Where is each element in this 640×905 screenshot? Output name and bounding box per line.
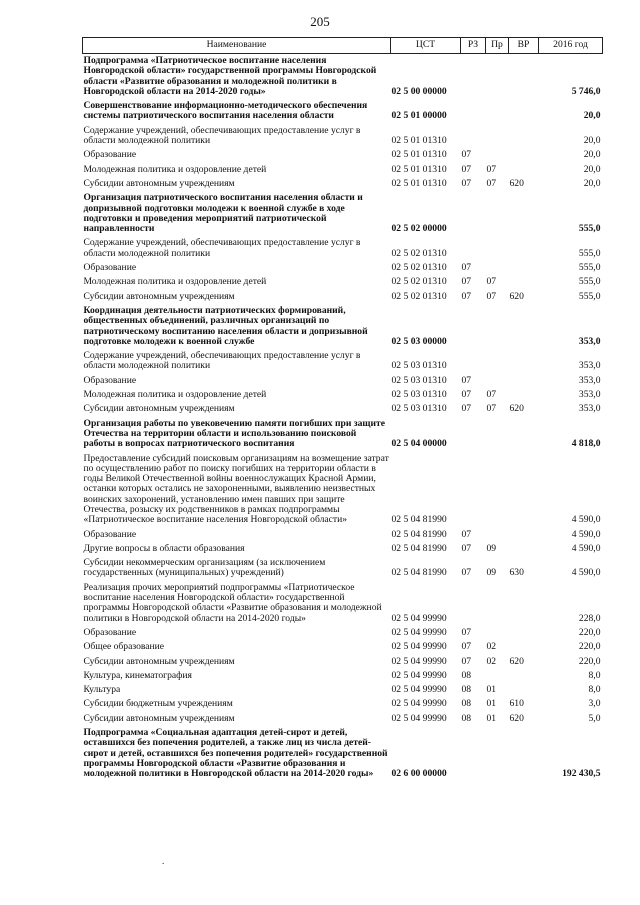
row-cst: 02 6 00 00000 xyxy=(391,768,447,780)
table-row xyxy=(83,556,603,581)
row-vr xyxy=(509,124,539,149)
row-rz xyxy=(461,191,486,236)
header-year: 2016 год xyxy=(539,38,603,54)
table-row xyxy=(83,542,603,556)
row-amount: 353,0 xyxy=(578,389,601,401)
row-name: Субсидии автономным учреждениям xyxy=(83,712,235,724)
row-pr: 02 xyxy=(486,655,497,667)
row-vr: 630 xyxy=(509,567,524,579)
row-name: Содержание учреждений, обеспечивающих предоставление услуг в области молодежной политики xyxy=(83,124,361,147)
row-rz xyxy=(461,236,486,261)
row-rz: 07 xyxy=(461,626,472,638)
row-name: Субсидии автономным учреждениям xyxy=(83,177,235,189)
row-pr xyxy=(486,124,509,149)
row-pr: 09 xyxy=(486,542,497,554)
row-amount: 555,0 xyxy=(578,290,601,302)
row-pr xyxy=(486,452,509,528)
row-pr xyxy=(486,191,509,236)
row-pr: 07 xyxy=(486,276,497,288)
row-cst: 02 5 04 81990 xyxy=(391,542,447,554)
row-cst: 02 5 03 01310 xyxy=(391,403,447,415)
budget-table xyxy=(82,37,603,782)
row-amount: 8,0 xyxy=(588,684,601,696)
row-cst: 02 5 04 99990 xyxy=(391,712,447,724)
row-name: Субсидии автономным учреждениям xyxy=(83,403,235,415)
row-name: Общее образование xyxy=(83,641,165,653)
row-pr: 07 xyxy=(486,163,497,175)
row-vr xyxy=(509,99,539,124)
row-name: Образование xyxy=(83,374,137,386)
row-name: Субсидии автономным учреждениям xyxy=(83,655,235,667)
row-cst: 02 5 04 99990 xyxy=(391,698,447,710)
row-cst: 02 5 01 01310 xyxy=(391,163,447,175)
row-rz: 07 xyxy=(461,528,472,540)
row-name: Подпрограмма «Социальная адаптация детей-сирот и детей, оставшихся без попечения родителей, а также лиц из числа детей-сирот и детей, оставшихся без попечения родителей» государственной программы Новгородской области «Развитие образования и молодежной политики в Новгородской области на 2014-2020 годы» xyxy=(83,727,388,780)
row-rz: 07 xyxy=(461,262,472,274)
row-cst: 02 5 04 81990 xyxy=(391,528,447,540)
row-rz: 07 xyxy=(461,290,472,302)
row-pr xyxy=(486,626,509,640)
row-name: Другие вопросы в области образования xyxy=(83,542,245,554)
row-rz: 07 xyxy=(461,177,472,189)
row-vr xyxy=(509,374,539,388)
row-amount: 192 430,5 xyxy=(562,768,601,780)
row-pr: 01 xyxy=(486,684,497,696)
table-row xyxy=(83,683,603,697)
row-rz: 08 xyxy=(461,669,472,681)
row-cst: 02 5 03 01310 xyxy=(391,374,447,386)
table-row xyxy=(83,712,603,726)
table-row xyxy=(83,726,603,781)
table-row xyxy=(83,417,603,452)
row-amount: 555,0 xyxy=(578,223,601,235)
table-row xyxy=(83,304,603,349)
row-name: Образование xyxy=(83,626,137,638)
row-cst: 02 5 03 01310 xyxy=(391,389,447,401)
row-pr xyxy=(486,349,509,374)
row-rz: 08 xyxy=(461,684,472,696)
header-rz: РЗ xyxy=(461,38,486,54)
row-vr xyxy=(509,349,539,374)
row-amount: 353,0 xyxy=(578,374,601,386)
row-rz xyxy=(461,54,486,100)
row-vr: 620 xyxy=(509,177,524,189)
row-cst: 02 5 00 00000 xyxy=(391,85,447,97)
row-vr xyxy=(509,417,539,452)
row-pr: 01 xyxy=(486,698,497,710)
header-cst: ЦСТ xyxy=(391,38,461,54)
row-vr xyxy=(509,626,539,640)
row-pr xyxy=(486,304,509,349)
table-row xyxy=(83,54,603,100)
row-vr xyxy=(509,581,539,626)
row-rz xyxy=(461,99,486,124)
row-rz xyxy=(461,581,486,626)
row-rz: 07 xyxy=(461,403,472,415)
row-name: Содержание учреждений, обеспечивающих предоставление услуг в области молодежной политики xyxy=(83,350,361,372)
row-vr xyxy=(509,726,539,781)
row-rz: 07 xyxy=(461,276,472,288)
row-rz: 07 xyxy=(461,374,472,386)
table-row xyxy=(83,697,603,711)
row-vr xyxy=(509,163,539,177)
row-cst: 02 5 04 00000 xyxy=(391,438,447,450)
row-cst: 02 5 04 99990 xyxy=(391,655,447,667)
row-name: Образование xyxy=(83,528,137,540)
row-amount: 228,0 xyxy=(578,612,601,624)
table-row xyxy=(83,163,603,177)
row-cst: 02 5 04 99990 xyxy=(391,612,447,624)
row-name: Субсидии некоммерческим организациям (за исключением государственных (муниципальных) учреждений) xyxy=(83,557,326,579)
table-row xyxy=(83,177,603,191)
stray-mark: . xyxy=(162,856,165,866)
row-cst: 02 5 03 00000 xyxy=(391,335,447,347)
row-pr: 07 xyxy=(486,177,497,189)
row-rz xyxy=(461,124,486,149)
table-row xyxy=(83,349,603,374)
row-cst: 02 5 02 01310 xyxy=(391,262,447,274)
row-cst: 02 5 02 01310 xyxy=(391,290,447,302)
row-name: Субсидии бюджетным учреждениям xyxy=(83,698,233,710)
row-vr xyxy=(509,261,539,275)
row-amount: 20,0 xyxy=(583,149,601,161)
row-name: Молодежная политика и оздоровление детей xyxy=(83,276,267,288)
row-vr xyxy=(509,388,539,402)
row-name: Культура xyxy=(83,684,121,696)
row-amount: 555,0 xyxy=(578,247,601,259)
row-pr xyxy=(486,54,509,100)
row-vr xyxy=(509,304,539,349)
row-amount: 5 746,0 xyxy=(571,85,601,97)
row-pr xyxy=(486,99,509,124)
table-row xyxy=(83,236,603,261)
row-vr: 620 xyxy=(509,712,524,724)
row-name: Организация работы по увековечению памяти погибших при защите Отечества на территории области и использованию поисковой работы в вопросах патриотического воспитания xyxy=(83,417,386,450)
row-cst: 02 5 01 01310 xyxy=(391,149,447,161)
row-rz: 07 xyxy=(461,655,472,667)
row-cst: 02 5 03 01310 xyxy=(391,360,447,372)
header-name: Наименование xyxy=(83,38,391,54)
row-vr xyxy=(509,669,539,683)
row-amount: 4 590,0 xyxy=(571,567,601,579)
row-amount: 4 590,0 xyxy=(571,542,601,554)
row-name: Координация деятельности патриотических формирований, общественных объединений, различных организаций по патриотическому воспитанию населения области и допризывной подготовке молодежи к военной службе xyxy=(83,304,368,347)
row-amount: 4 818,0 xyxy=(571,438,601,450)
row-amount: 555,0 xyxy=(578,262,601,274)
table-row xyxy=(83,528,603,542)
row-pr xyxy=(486,726,509,781)
row-cst: 02 5 02 01310 xyxy=(391,276,447,288)
table-row xyxy=(83,388,603,402)
row-vr: 620 xyxy=(509,290,524,302)
row-pr: 07 xyxy=(486,389,497,401)
row-pr: 09 xyxy=(486,567,497,579)
row-pr xyxy=(486,669,509,683)
row-vr: 620 xyxy=(509,403,524,415)
row-cst: 02 5 04 99990 xyxy=(391,641,447,653)
row-rz: 07 xyxy=(461,641,472,653)
row-amount: 20,0 xyxy=(583,163,601,175)
row-amount: 353,0 xyxy=(578,335,601,347)
row-rz xyxy=(461,452,486,528)
table-row xyxy=(83,452,603,528)
row-vr xyxy=(509,148,539,162)
table-row xyxy=(83,402,603,416)
row-amount: 353,0 xyxy=(578,403,601,415)
row-rz: 07 xyxy=(461,163,472,175)
row-pr: 01 xyxy=(486,712,497,724)
row-cst: 02 5 04 99990 xyxy=(391,626,447,638)
row-vr xyxy=(509,683,539,697)
row-vr xyxy=(509,275,539,289)
table-row xyxy=(83,374,603,388)
row-vr xyxy=(509,54,539,100)
row-rz: 08 xyxy=(461,712,472,724)
row-cst: 02 5 02 00000 xyxy=(391,223,447,235)
row-rz: 07 xyxy=(461,567,472,579)
row-pr xyxy=(486,261,509,275)
table-header-row xyxy=(83,38,603,54)
row-cst: 02 5 04 99990 xyxy=(391,684,447,696)
table-body xyxy=(83,54,603,782)
table-row xyxy=(83,99,603,124)
header-vr: ВР xyxy=(509,38,539,54)
row-amount: 353,0 xyxy=(578,360,601,372)
row-vr xyxy=(509,640,539,654)
row-amount: 20,0 xyxy=(583,177,601,189)
row-amount: 220,0 xyxy=(578,655,601,667)
row-name: Образование xyxy=(83,149,137,161)
row-cst: 02 5 04 99990 xyxy=(391,669,447,681)
row-rz: 08 xyxy=(461,698,472,710)
row-vr xyxy=(509,236,539,261)
row-amount: 555,0 xyxy=(578,276,601,288)
row-rz xyxy=(461,417,486,452)
row-vr: 610 xyxy=(509,698,524,710)
row-pr xyxy=(486,148,509,162)
row-cst: 02 5 01 01310 xyxy=(391,135,447,147)
row-pr xyxy=(486,581,509,626)
row-name: Молодежная политика и оздоровление детей xyxy=(83,163,267,175)
row-amount: 4 590,0 xyxy=(571,514,601,526)
row-rz: 07 xyxy=(461,542,472,554)
row-vr xyxy=(509,191,539,236)
row-amount: 220,0 xyxy=(578,641,601,653)
row-vr xyxy=(509,452,539,528)
table-row xyxy=(83,275,603,289)
row-pr xyxy=(486,374,509,388)
row-name: Предоставление субсидий поисковым организациям на возмещение затрат по осуществлению работ по поиску погибших на территории области в годы Великой Отечественной войны военнослужащих Красной Армии, останки которых остались не захороненными, выявлению неизвестных воинских захоронений, установлению имен павших при защите Отечества, розыску их родственников в рамках подпрограммы «Патриотическое воспитание населения Новгородской области» xyxy=(83,452,389,526)
header-pr: Пр xyxy=(486,38,509,54)
table-row xyxy=(83,640,603,654)
table-row xyxy=(83,191,603,236)
row-amount: 20,0 xyxy=(583,110,601,122)
row-name: Подпрограмма «Патриотическое воспитание населения Новгородской области» государственной программы Новгородской области «Развитие образования и молодежной политики в Новгородской области на 2014-2020 годы» xyxy=(83,55,377,97)
table-row xyxy=(83,581,603,626)
table-row xyxy=(83,626,603,640)
row-name: Совершенствование информационно-методического обеспечения системы патриотического воспитания населения области xyxy=(83,100,368,122)
row-amount: 5,0 xyxy=(588,712,601,724)
table-row xyxy=(83,290,603,304)
row-pr xyxy=(486,417,509,452)
row-pr xyxy=(486,236,509,261)
row-cst: 02 5 01 00000 xyxy=(391,110,447,122)
page-number: 205 xyxy=(310,14,330,29)
table-row xyxy=(83,669,603,683)
row-amount: 8,0 xyxy=(588,669,601,681)
row-rz xyxy=(461,726,486,781)
row-name: Культура, кинематография xyxy=(83,669,192,681)
row-pr xyxy=(486,528,509,542)
row-rz xyxy=(461,304,486,349)
row-vr xyxy=(509,542,539,556)
row-name: Организация патриотического воспитания населения области и допризывной подготовки молодежи к военной службе в ходе подготовки и проведения мероприятий патриотической направленности xyxy=(83,192,363,235)
row-cst: 02 5 04 81990 xyxy=(391,514,447,526)
row-name: Образование xyxy=(83,262,137,274)
table-row xyxy=(83,148,603,162)
table-row xyxy=(83,124,603,149)
row-rz: 07 xyxy=(461,149,472,161)
row-amount: 20,0 xyxy=(583,135,601,147)
table-row xyxy=(83,655,603,669)
row-amount: 3,0 xyxy=(588,698,601,710)
row-amount: 4 590,0 xyxy=(571,528,601,540)
row-rz: 07 xyxy=(461,389,472,401)
row-name: Содержание учреждений, обеспечивающих предоставление услуг в области молодежной политики xyxy=(83,237,361,259)
row-vr xyxy=(509,528,539,542)
row-cst: 02 5 04 81990 xyxy=(391,567,447,579)
row-cst: 02 5 01 01310 xyxy=(391,177,447,189)
row-cst: 02 5 02 01310 xyxy=(391,247,447,259)
row-name: Субсидии автономным учреждениям xyxy=(83,290,235,302)
row-name: Молодежная политика и оздоровление детей xyxy=(83,389,267,401)
row-pr: 02 xyxy=(486,641,497,653)
row-pr: 07 xyxy=(486,290,497,302)
row-pr: 07 xyxy=(486,403,497,415)
table-row xyxy=(83,261,603,275)
row-rz xyxy=(461,349,486,374)
row-vr: 620 xyxy=(509,655,524,667)
row-amount: 220,0 xyxy=(578,626,601,638)
row-name: Реализация прочих мероприятий подпрограммы «Патриотическое воспитание населения Новгородской области» государственной программы Новгородской области «Развитие образования и молодежной политики в Новгородской области на 2014-2020 годы» xyxy=(83,581,382,624)
